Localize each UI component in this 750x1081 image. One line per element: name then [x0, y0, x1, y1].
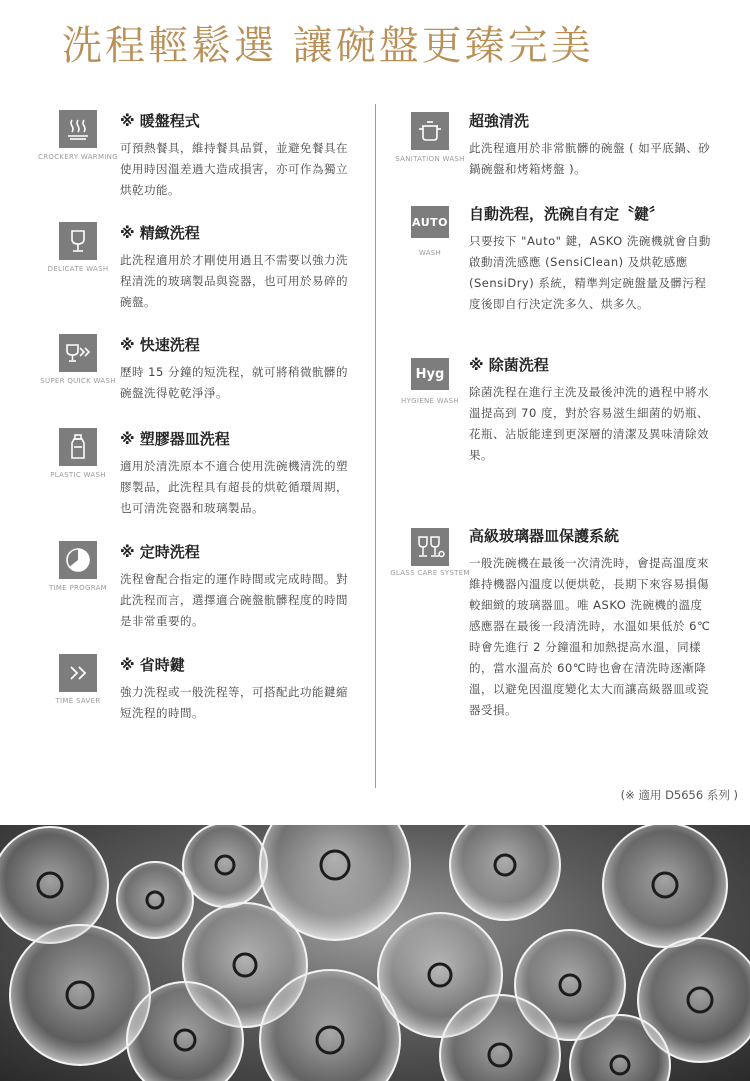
auto-wash-icon: AUTO: [411, 206, 449, 238]
auto-wash-label: WASH: [418, 249, 442, 257]
hygiene-wash-body: 除菌洗程在進行主洗及最後沖洗的過程中將水溫提高到 70 度，對於容易滋生細菌的奶瓶、花瓶、沾版能達到更深層的清潔及異味清除效果。: [469, 385, 709, 462]
glass-care-system-icon: [411, 528, 449, 566]
super-quick-wash-body: 歷時 15 分鐘的短洗程，就可將稍微骯髒的碗盤洗得乾乾淨淨。: [120, 365, 348, 400]
plastic-wash-body: 適用於清洗原本不適合使用洗碗機清洗的塑膠製品，此洗程具有超長的烘乾循環周期，也可清洗瓷器和玻璃製品。: [120, 459, 348, 515]
delicate-wash-body: 此洗程適用於才剛使用過且不需要以強力洗程清洗的玻璃製品與瓷器，也可用於易碎的碗盤。: [120, 253, 348, 309]
plastic-wash-title: ※ 塑膠器皿洗程: [120, 430, 230, 448]
footnote: (※ 適用 D5656 系列 ): [620, 788, 738, 802]
glass-care-system-title: 高級玻璃器皿保護系統: [469, 527, 620, 545]
delicate-wash-label: DELICATE WASH: [47, 265, 109, 273]
time-program-title: ※ 定時洗程: [120, 543, 200, 561]
sanitation-wash-title: 超強清洗: [469, 112, 530, 130]
super-quick-wash-label: SUPER QUICK WASH: [40, 377, 116, 385]
sanitation-wash-icon: [411, 112, 449, 150]
time-program-label: TIME PROGRAM: [48, 584, 108, 592]
column-divider: [375, 104, 376, 788]
time-saver-icon: [59, 654, 97, 692]
crockery-warming-title: ※ 暖盤程式: [120, 112, 200, 130]
crockery-warming-body: 可預熱餐具，維持餐具品質，並避免餐具在使用時因溫差過大造成損害，亦可作為獨立烘乾功能。: [120, 141, 348, 197]
crockery-warming-icon: [59, 110, 97, 148]
glass-care-system-label: GLASS CARE SYSTEM: [390, 569, 470, 577]
time-program-icon: [59, 541, 97, 579]
plastic-wash-label: PLASTIC WASH: [50, 471, 106, 479]
super-quick-wash-title: ※ 快速洗程: [120, 336, 200, 354]
auto-wash-title: 自動洗程，洗碗自有定〝鍵〞: [469, 205, 665, 223]
hygiene-wash-icon: Hyg: [411, 358, 449, 390]
time-saver-label: TIME SAVER: [55, 697, 101, 705]
crockery-warming-label: CROCKERY WARMING: [38, 153, 118, 161]
plastic-wash-icon: [59, 428, 97, 466]
auto-wash-body: 只要按下 "Auto" 鍵，ASKO 洗碗機就會自動啟動清洗感應 (SensiClean) 及烘乾感應 (SensiDry) 系統，精準判定碗盤量及髒污程度後即自行決定洗多久、烘多久。: [469, 234, 711, 311]
delicate-wash-title: ※ 精緻洗程: [120, 224, 200, 242]
hygiene-wash-label: HYGIENE WASH: [401, 397, 459, 405]
super-quick-wash-icon: [59, 334, 97, 372]
wine-glasses-photo: [0, 825, 750, 1081]
sanitation-wash-label: SANITATION WASH: [395, 155, 465, 163]
sanitation-wash-body: 此洗程適用於非常骯髒的碗盤 ( 如平底鍋、砂鍋碗盤和烤箱烤盤 )。: [469, 141, 711, 176]
page-title: 洗程輕鬆選 讓碗盤更臻完美: [62, 23, 594, 69]
delicate-wash-icon: [59, 222, 97, 260]
glass-care-system-body: 一般洗碗機在最後一次清洗時，會提高溫度來維持機器內溫度以便烘乾，長期下來容易損傷較細緻的玻璃器皿。唯 ASKO 洗碗機的溫度感應器在最後一段清洗時，水溫如果低於 6℃時會先進行 2 分鐘溫和加熱提高水溫，同樣的，當水溫高於 60℃時也會在清洗時逐漸降溫，以避免因溫度變化太大而讓高級器皿或瓷器受損。: [469, 556, 711, 717]
time-saver-body: 強力洗程或一般洗程等，可搭配此功能鍵縮短洗程的時間。: [120, 685, 348, 720]
hygiene-wash-title: ※ 除菌洗程: [469, 356, 549, 374]
time-program-body: 洗程會配合指定的運作時間或完成時間。對此洗程而言，選擇適合碗盤骯髒程度的時間是非常重要的。: [120, 572, 348, 628]
time-saver-title: ※ 省時鍵: [120, 656, 185, 674]
